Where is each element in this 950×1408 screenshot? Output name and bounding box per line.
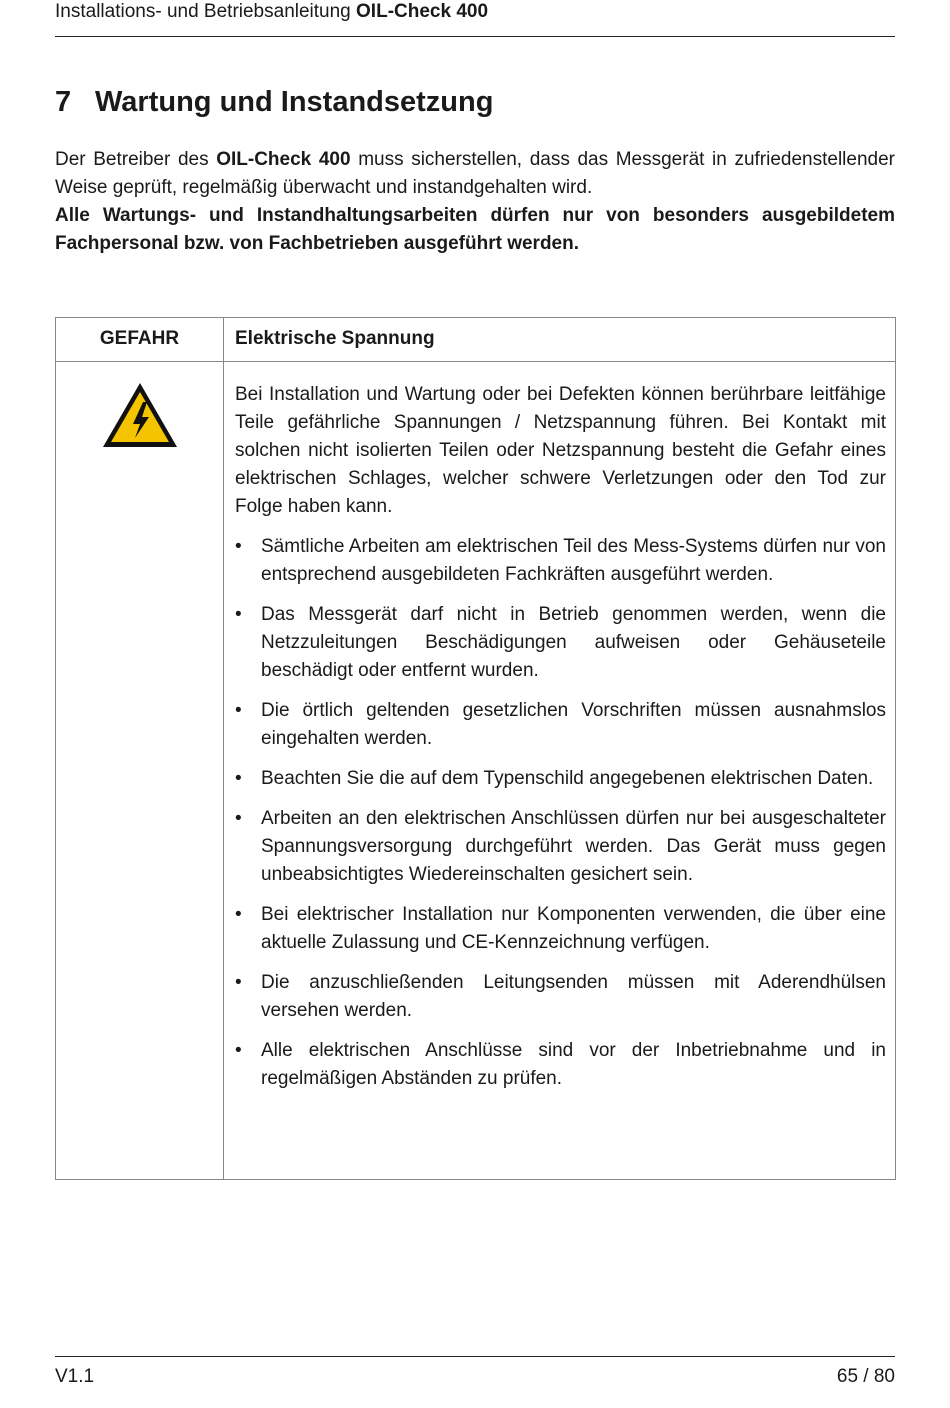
header-prefix: Installations- und Betriebsanleitung — [55, 1, 351, 22]
list-item: • Alle elektrischen Anschlüsse sind vor der Inbetriebnahme und in regelmäßigen Abständen zu prüfen. — [235, 1037, 886, 1093]
warning-bullet-list — [235, 533, 886, 1093]
list-item: • Die örtlich geltenden gesetzlichen Vorschriften müssen ausnahmslos eingehalten werden. — [235, 697, 886, 753]
warning-body — [235, 381, 886, 1105]
intro-bold-notice: Alle Wartungs- und Instandhaltungsarbeiten dürfen nur von besonders ausgebildetem Fachpersonal bzw. von Fachbetrieben ausgeführt werden. — [55, 205, 895, 254]
intro-paragraph — [55, 146, 895, 202]
page-footer — [55, 1356, 895, 1389]
bullet-icon: • — [235, 768, 242, 789]
bullet-icon: • — [235, 808, 242, 829]
list-item: • Sämtliche Arbeiten am elektrischen Teil des Mess-Systems dürfen nur von entsprechend ausgebildeten Fachkräften ausgeführt werden. — [235, 533, 886, 589]
warning-label: GEFAHR — [99, 328, 180, 349]
header-product: OIL-Check 400 — [356, 1, 489, 22]
intro-suffix: muss sicherstellen, dass das Messgerät in zufriedenstellender Weise geprüft, regelmäßig überwacht und instandgehalten wird. — [55, 149, 895, 198]
warning-paragraph: Bei Installation und Wartung oder bei Defekten können berührbare leitfähige Teile gefährliche Spannungen / Netzspannung führen. Bei Kontakt mit solchen nicht isolierten Teilen oder Netzspannung besteht die Gefahr eines elektrischen Schlages, welcher schwere Verletzungen oder den Tod zur Folge haben kann. — [235, 384, 886, 517]
list-item: • Das Messgerät darf nicht in Betrieb genommen werden, wenn die Netzzuleitungen Beschädigungen aufweisen oder Gehäuseteile beschädigt oder entfernt wurden. — [235, 601, 886, 685]
intro-section — [55, 146, 895, 258]
bullet-icon: • — [235, 700, 242, 721]
danger-warning-box — [55, 317, 896, 1180]
chapter-title — [55, 84, 493, 120]
chapter-title-text: Wartung und Instandsetzung — [95, 86, 494, 118]
bullet-icon: • — [235, 536, 242, 557]
bullet-icon: • — [235, 604, 242, 625]
column-divider — [223, 318, 224, 1179]
high-voltage-warning-icon — [101, 380, 179, 450]
list-item: • Beachten Sie die auf dem Typenschild angegebenen elektrischen Daten. — [235, 765, 886, 793]
bullet-icon: • — [235, 1040, 242, 1061]
page-number: 65 / 80 — [836, 1366, 895, 1387]
version-label: V1.1 — [55, 1366, 95, 1387]
warning-heading: Elektrische Spannung — [235, 328, 435, 349]
list-item: • Die anzuschließenden Leitungsenden müssen mit Aderendhülsen versehen werden. — [235, 969, 886, 1025]
intro-product: OIL-Check 400 — [216, 149, 351, 170]
chapter-number: 7 — [55, 86, 72, 118]
list-item: • Bei elektrischer Installation nur Komponenten verwenden, die über eine aktuelle Zulassung und CE-Kennzeichnung verfügen. — [235, 901, 886, 957]
bullet-icon: • — [235, 904, 242, 925]
page-header — [55, 0, 895, 37]
intro-prefix: Der Betreiber des — [55, 149, 209, 170]
bullet-icon: • — [235, 972, 242, 993]
list-item: • Arbeiten an den elektrischen Anschlüssen dürfen nur bei ausgeschalteter Spannungsversorgung durchgeführt werden. Das Gerät muss gegen unbeabsichtigtes Wiedereinschalten gesichert sein. — [235, 805, 886, 889]
